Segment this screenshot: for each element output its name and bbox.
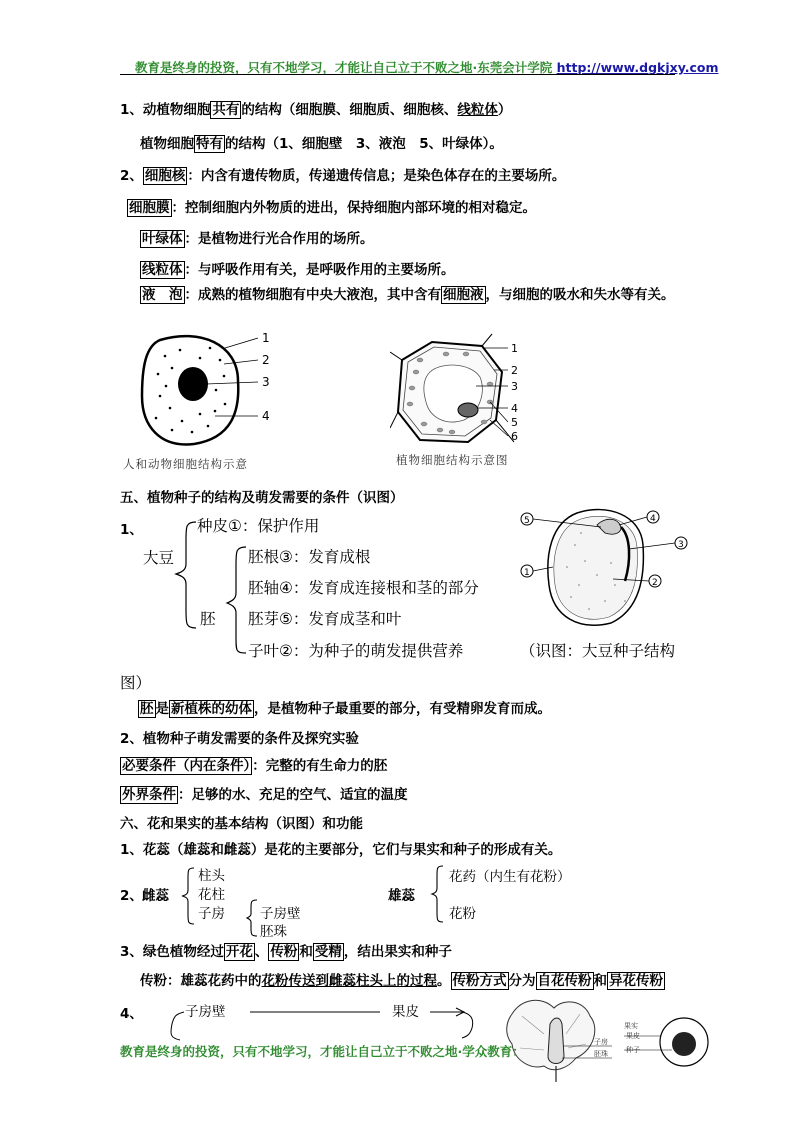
sec6-self-pollination-box: 自花传粉 <box>537 973 592 989</box>
s2-nucleus <box>120 164 565 184</box>
plant-label-4: 4 <box>511 402 518 415</box>
sec5-external <box>120 783 408 803</box>
header-rule <box>120 74 675 75</box>
sec6-pericarp: 果皮 <box>392 1004 419 1020</box>
sec5-young-plant-box: 新植株的幼体 <box>171 701 252 717</box>
plant-label-5: 5 <box>511 416 518 429</box>
sec6-pollination-box: 传粉 <box>270 944 298 960</box>
s2-membrane-text: ：控制细胞内外物质的进出，保持细胞内部环境的相对稳定。 <box>171 200 536 216</box>
sec5-plumule: 胚芽⑤：发育成茎和叶 <box>248 610 402 628</box>
sec6-cf-ul: 花粉传送到雌蕊柱头上的过程 <box>261 973 437 989</box>
plant-cell-nucleus <box>458 403 478 417</box>
header-link[interactable] <box>557 60 719 75</box>
plant-label-3: 3 <box>511 380 518 393</box>
sec6-line3-t2: ，结出果实和种子 <box>343 944 452 960</box>
sec6-flowering-box: 开花 <box>225 944 253 960</box>
s1-mito-ul: 线粒体 <box>457 102 498 118</box>
plant-cell-figure <box>390 332 540 457</box>
sec5-cotyledon: 子叶②：为种子的萌发提供营养 <box>248 642 464 660</box>
sec6-arrow <box>160 1004 490 1044</box>
plant-cell-caption: 植物细胞结构示意图 <box>396 453 509 467</box>
seed-label-2: 2 <box>652 578 658 588</box>
sec5-zhongpi: 种皮①：保护作用 <box>197 517 320 535</box>
sec5-title: 五、植物种子的结构及萌发需要的条件（识图） <box>120 490 404 506</box>
sec5-num: 1、 <box>120 522 143 538</box>
sec5-recog-cont: 图） <box>120 674 152 692</box>
sec6-line3-sep1: 、 <box>254 944 269 960</box>
s2-cellsap-box: 细胞液 <box>443 287 484 303</box>
s1-line2 <box>140 132 503 152</box>
footer-slogan: 教育是终身的投资，只有不地学习，才能让自己立于不败之地·学众教育： <box>120 1044 525 1059</box>
flower-label-fruit: 果实 <box>624 1022 638 1030</box>
sec5-brace-1 <box>172 520 202 632</box>
sec6-pollination-def <box>140 969 665 989</box>
s2-chloroplast <box>140 227 374 247</box>
animal-label-2: 2 <box>262 353 270 367</box>
flower-label-pericarp: 果皮 <box>626 1032 640 1040</box>
sec5-embryo-t2: ，是植物种子最重要的部分，有受精卵发育而成。 <box>254 701 551 717</box>
sec5-embryo-t1: 是 <box>155 701 169 717</box>
s2-nucleus-text: ：内含有遗传物质，传递遗传信息；是染色体存在的主要场所。 <box>187 168 566 184</box>
sec6-cross-pollination-box: 异花传粉 <box>609 973 663 989</box>
sec6-fertilization-box: 受精 <box>314 944 342 960</box>
flower-label-seed: 种子 <box>626 1046 640 1054</box>
sec6-ovule: 胚珠 <box>260 924 287 940</box>
sec6-stigma: 柱头 <box>198 868 225 884</box>
header-url-prefix: http:// <box>556 60 601 75</box>
sec5-dadou: 大豆 <box>143 549 175 567</box>
s1-plant-box: 特有 <box>196 136 223 152</box>
sec5-necessary-box: 必要条件（内在条件） <box>122 758 251 774</box>
s2-mitochondria <box>140 258 455 278</box>
sec6-ovary-wall: 子房壁 <box>260 906 301 922</box>
sec5-embryo-line <box>138 697 551 717</box>
sec5-necessary-text: ：完整的有生命力的胚 <box>252 758 388 774</box>
sec6-cf-t3: 分为 <box>508 973 536 989</box>
sec6-cf-box1: 传粉方式 <box>452 973 507 989</box>
sec6-line3-t1: 3、绿色植物经过 <box>120 944 224 960</box>
s1-line1 <box>120 98 511 118</box>
s2-membrane-box: 细胞膜 <box>129 200 170 216</box>
sec6-cf-t2: 。 <box>437 973 451 989</box>
plant-label-1: 1 <box>511 342 518 355</box>
s1-num: 1、 <box>120 102 143 118</box>
sec6-line1: 1、花蕊（雄蕊和雌蕊）是花的主要部分，它们与果实和种子的形成有关。 <box>120 842 562 858</box>
animal-label-1: 1 <box>262 331 270 345</box>
flower-label-ovule: 胚珠 <box>594 1050 608 1058</box>
s2-vacuole <box>140 283 675 303</box>
sec6-ovary-brace <box>245 898 259 938</box>
sec6-cf-t4: 和 <box>593 973 607 989</box>
header-url-site: www.dgkjxy.com <box>600 60 719 75</box>
sec6-line3 <box>120 940 452 960</box>
s1-plant-text: 植物细胞 <box>140 136 194 152</box>
plant-label-6: 6 <box>511 430 518 443</box>
flower-pistil <box>548 1018 564 1064</box>
animal-label-4: 4 <box>262 409 270 423</box>
fruit-seed <box>672 1032 696 1056</box>
sec5-embryo-box: 胚 <box>140 701 154 717</box>
seed-label-5: 5 <box>524 516 530 526</box>
seed-figure <box>515 505 695 635</box>
s2-vac-box: 液 泡 <box>142 287 183 303</box>
s1-t3: ） <box>497 102 512 118</box>
s2-membrane <box>127 196 536 216</box>
sec5-pei: 胚 <box>200 610 216 628</box>
sec5-sub2-title: 2、植物种子萌发需要的条件及探究实验 <box>120 731 359 747</box>
animal-label-3: 3 <box>262 375 270 389</box>
sec6-anther: 花药（内生有花粉） <box>449 869 571 885</box>
s2-vac-text2: ，与细胞的吸水和失水等有关。 <box>485 287 675 303</box>
sec5-hypocotyl: 胚轴④：发育成连接根和茎的部分 <box>248 579 479 597</box>
s2-nucleus-box: 细胞核 <box>144 168 186 184</box>
s1-plant-text2: 的结构（1、细胞壁 3、液泡 5、叶绿体）。 <box>225 136 503 152</box>
animal-cell-nucleus <box>178 367 208 401</box>
sec6-style: 花柱 <box>198 887 225 903</box>
sec6-num2: 2、 <box>120 888 143 904</box>
s1-t1: 动植物细胞 <box>142 102 211 118</box>
s2-mito-box: 线粒体 <box>142 262 183 278</box>
s1-t2: 的结构（细胞膜、细胞质、细胞核、 <box>241 102 458 118</box>
sec6-pistil-brace <box>180 866 198 926</box>
header-slogan-text: 教育是终身的投资，只有不地学习，才能让自己立于不败之地·东莞会计学院 <box>135 60 553 75</box>
plant-label-2: 2 <box>511 364 518 377</box>
seed-label-1: 1 <box>524 568 530 578</box>
sec5-radicle: 胚根③：发育成根 <box>248 548 371 566</box>
sec6-ovary-wall-4: 子房壁 <box>185 1004 226 1020</box>
sec5-necessary <box>120 754 387 774</box>
sec5-external-box: 外界条件 <box>122 787 176 803</box>
sec6-ovary: 子房 <box>198 906 225 922</box>
s1-shared-box: 共有 <box>212 102 240 118</box>
s2-chloro-text: ：是植物进行光合作用的场所。 <box>184 231 374 247</box>
animal-cell-caption: 人和动物细胞结构示意 <box>123 457 248 471</box>
seed-label-4: 4 <box>650 514 656 524</box>
s2-vac-text1: ：成熟的植物细胞有中央大液泡，其中含有 <box>184 287 441 303</box>
flower-fruit-figure <box>502 994 717 1084</box>
sec6-pollen: 花粉 <box>449 906 476 922</box>
s2-chloro-box: 叶绿体 <box>142 231 183 247</box>
flower-label-ovary: 子房 <box>594 1038 608 1046</box>
sec6-num4: 4、 <box>120 1006 143 1022</box>
sec5-recog: （识图：大豆种子结构 <box>520 642 676 660</box>
sec6-stamen-brace <box>430 864 446 924</box>
sec6-title: 六、花和果实的基本结构（识图）和功能 <box>120 816 363 832</box>
sec6-pistil: 雌蕊 <box>142 888 169 904</box>
s2-num: 2、 <box>120 168 143 184</box>
seed-label-3: 3 <box>678 540 684 550</box>
sec5-external-text: ：足够的水、充足的空气、适宜的温度 <box>178 787 408 803</box>
animal-cell-figure <box>120 326 300 476</box>
sec6-cf-t1: 传粉：雄蕊花药中的 <box>140 973 262 989</box>
sec6-line3-sep2: 和 <box>299 944 313 960</box>
s2-mito-text: ：与呼吸作用有关，是呼吸作用的主要场所。 <box>184 262 455 278</box>
sec5-brace-2 <box>224 545 250 657</box>
sec6-stamen: 雄蕊 <box>388 888 415 904</box>
